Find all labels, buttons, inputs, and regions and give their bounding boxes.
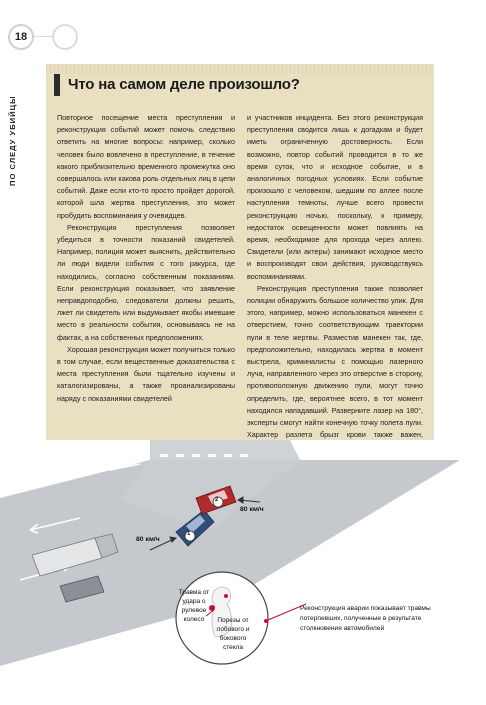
title-marker [54,74,60,96]
paragraph: Хорошая реконструкция может получиться только в том случае, если вещественные доказательства с места преступления были тщательно изучены и каталогизированы, а также проанализированы наряду с показаниями свидетелей [57,344,235,403]
paragraph: Реконструкция преступления позволяет убедиться в точности показаний свидетелей. Например, полиция может выяснить, действительно ли люди видели события с того ракурса, где находились, согласно собственным показаниям. Если реконструкция показывает, что заявление неправдоподобно, следователи должны решить, лжет ли свидетель или выдумывает якобы имевшие место в реальности события, основываясь не на фактах, а на собственных предположениях. [57,222,235,342]
speed-label-blue-car: 80 км/ч [136,536,160,543]
road-scene [0,440,486,700]
article-column-left [57,112,235,405]
accident-illustration [0,440,486,700]
callout-steering-wheel: Травма от удара о рулевое колесо [178,589,210,623]
paragraph: и участников инцидента. Без этого реконструкция преступления сводится лишь к догадкам и будет иметь ограниченную достоверность. Если возможно, повтор событий проводится в то же время суток, что и исходное событие, и в аналогичных погодных условиях. Если событие произошло с человеком, шедшим по аллее после наступления темноты, лучше всего провести реконструкцию ночью, поскольку, к примеру, недостаток освещенности может повлиять на время, необходимое для прохода через аллею. Свидетели (или актеры) занимают исходное место и воспроизводят свои действия, руководствуясь воспоминаниями. [247,113,423,281]
section-label: ПО СЛЕДУ УБИЙЦЫ [8,95,17,186]
speed-label-red-car: 80 км/ч [240,506,264,513]
callout-glass-cuts: Порезы от лобового и бокового стекла [216,617,250,651]
vehicle-marker-2: 2 [215,497,219,503]
page-number: 18 [8,24,34,50]
vehicle-marker-1: 1 [187,531,191,537]
paragraph: Повторное посещение места преступления и реконструкция событий может помочь следствию ответить на многие вопросы: например, сколько человек было вовлечено в преступление, в течение какого приблизительно временного промежутка оно совершалось или какова роль отдельных лиц в цепи событий. Даже если кто-то просто пройдет дорогой, которой шла жертва преступления, это может пробудить воспоминания у очевидцев. [57,113,235,220]
panel-texture [46,64,434,74]
paragraph: Реконструкция преступления также позволяет полиции обнаружить большое количество улик. Для этого, например, можно использоваться манекен с отверстием, точно соответствующим траектории пули в теле жертвы. Разместив манекен так, где, предположительно, находилась жертва в момент выстрела, криминалисты с помощью лазерного луча, направленного через это отверстие в сторону, противоположную движению пули, могут точно определить, где, вероятнее всего, в тот момент находился нападавший. Разверните лазер на 180°, эксперты смогут найти конечную точку полета пули. Характер разлета брызг крови также важен, [247,283,423,440]
article-column-right [247,112,423,478]
header-decoration [52,24,78,50]
illustration-caption: Реконструкция аварии показывает травмы потерпевших, полученные в результате столкновения автомобилей [300,605,431,632]
article-title: Что на самом деле произошло? [68,76,300,93]
